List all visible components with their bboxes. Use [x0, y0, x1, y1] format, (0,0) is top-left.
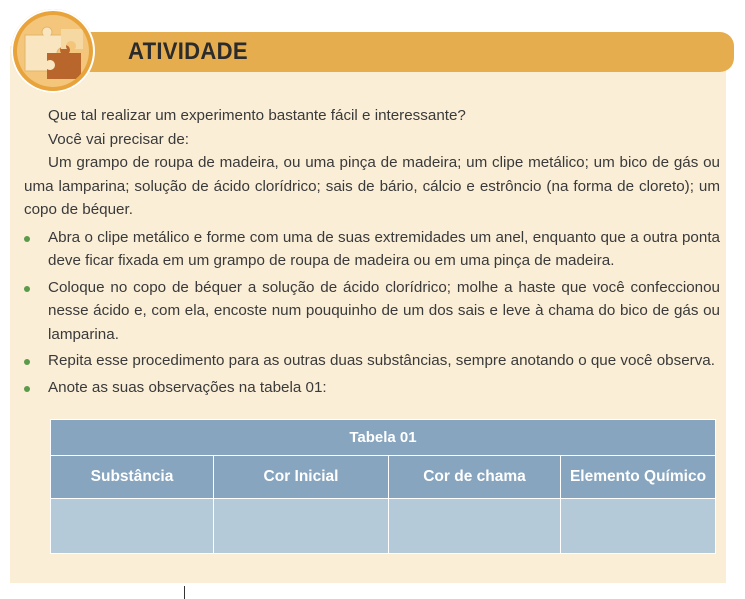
table-caption: Tabela 01 — [51, 420, 716, 456]
bullet-icon — [24, 386, 30, 392]
bullet-icon — [24, 236, 30, 242]
column-header-elemento-quimico: Elemento Químico — [561, 456, 716, 499]
page-edge-mark — [184, 586, 185, 599]
step-text: Abra o clipe metálico e forme com uma de suas extremidades um anel, enquanto que a outra ponta deve ficar fixada em um grampo de roupa de madeira ou em uma pinça de madeira. — [48, 228, 720, 269]
list-item — [24, 376, 720, 400]
column-header-cor-de-chama: Cor de chama — [389, 456, 561, 499]
observations-table — [50, 419, 716, 554]
list-item — [24, 349, 720, 373]
table-row — [51, 499, 716, 554]
puzzle-badge — [11, 9, 95, 93]
step-text: Anote as suas observações na tabela 01: — [48, 378, 327, 396]
activity-content — [24, 104, 720, 402]
table-cell[interactable] — [214, 499, 389, 554]
puzzle-icon — [17, 15, 89, 87]
step-text: Repita esse procedimento para as outras duas substâncias, sempre anotando o que você observa. — [48, 352, 715, 369]
step-text: Coloque no copo de béquer a solução de ácido clorídrico; molhe a haste que você confeccionou nesse ácido e, com ela, encoste num pouquinho de um dos sais e leve à chama do bico de gás ou lamparina. — [48, 278, 720, 343]
table-cell[interactable] — [51, 499, 214, 554]
column-header-substancia: Substância — [51, 456, 214, 499]
intro-paragraph: Você vai precisar de: — [48, 130, 189, 148]
column-header-cor-inicial: Cor Inicial — [214, 456, 389, 499]
intro-paragraph: Que tal realizar um experimento bastante fácil e interessante? — [48, 107, 466, 124]
bullet-icon — [24, 359, 30, 365]
bullet-icon — [24, 286, 30, 292]
materials-paragraph: Um grampo de roupa de madeira, ou uma pinça de madeira; um clipe metálico; um bico de gás ou uma lamparina; solução de ácido clorídrico; sais de bário, cálcio e estrôncio (na forma de cloreto); um copo de béquer. — [24, 154, 720, 218]
table-cell[interactable] — [561, 499, 716, 554]
list-item — [24, 276, 720, 347]
list-item — [24, 226, 720, 273]
table-cell[interactable] — [389, 499, 561, 554]
steps-list — [24, 226, 720, 400]
page-title: ATIVIDADE — [128, 38, 248, 65]
